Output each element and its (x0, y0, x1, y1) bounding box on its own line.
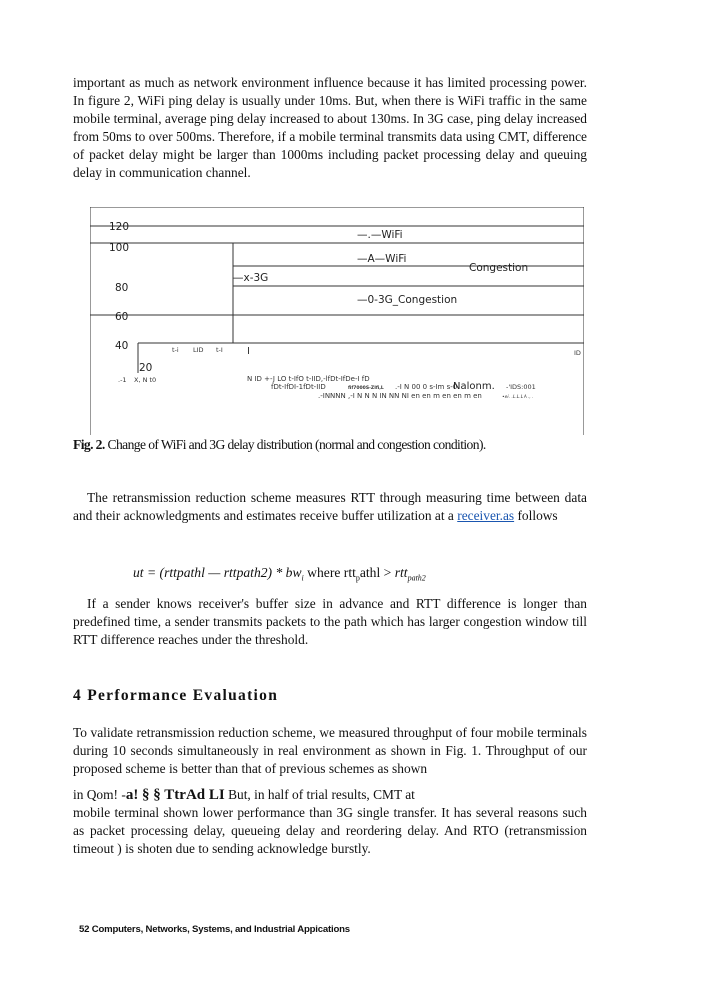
garbled-line-3: fif7000S-ZIfi,L (348, 386, 384, 391)
small-label-c: t-I (216, 346, 223, 354)
y-tick-20: 20 (139, 362, 153, 374)
retrans-paragraph (73, 489, 587, 525)
formula (133, 565, 593, 583)
garbled-line-4: .-I N 00 0 s-Im s-0 (395, 383, 458, 391)
intro-paragraph: important as much as network environment influence because it has limited processing power. In figure 2, WiFi ping delay is usually under 10ms. But, when there is WiFi traffic in the same mobile terminal, average ping delay increased to about 130ms. In 3G case, ping delay increased from 50ms to over 500ms. Therefore, if a mobile terminal transmits data using CMT, difference of packet delay might be larger than 1000ms including packet processing delay and queuing delay in communication channel. (73, 75, 587, 180)
caption-text: Change of WiFi and 3G delay distribution (normal and congestion condition). (107, 437, 486, 452)
garbled-line-8: •ei. .L.L.L (502, 395, 524, 400)
garbled-line-5: Nalonm. (453, 381, 495, 392)
garbled-line-7: .-INNNN ,-I N N N IN NN NI en en m en en m en (318, 392, 482, 400)
garbled-line-6: -'IDS:001 (506, 383, 536, 391)
section-heading: 4 Performance Evaluation (73, 687, 279, 704)
small-label-g: X, N t0 (134, 376, 157, 384)
legend-3g-congestion: —0-3G_Congestion (357, 294, 458, 306)
small-label-b: LID (193, 346, 204, 354)
mixed-part-3: But, in half of trial results, CMT at (224, 787, 415, 802)
y-tick-120: 120 (109, 221, 130, 233)
garbled-line-2: fDt-IfDI-1fDt-IID (271, 383, 326, 391)
eval-paragraph: To validate retransmission reduction scheme, we measured throughput of four mobile terminals during 10 seconds simultaneously in real environment as shown in Fig. 1. Throughput of our proposed scheme is better than that of previous schemes as shown (73, 725, 587, 776)
formula-athl: athl > (359, 565, 395, 580)
receiver-link[interactable]: receiver.as (457, 508, 515, 523)
formula-sub-path2: path2 (407, 573, 426, 583)
delay-chart (90, 207, 584, 435)
small-label-d: I (247, 346, 250, 357)
legend-wifi: —.—WiFi (357, 229, 403, 241)
sender-paragraph: If a sender knows receiver's buffer size in advance and RTT difference is longer than predefined time, a sender transmits packets to the path which has larger congestion window till RTT difference reaches under the threshold. (73, 596, 587, 647)
small-label-a: t-i (172, 346, 179, 354)
legend-3g: —x-3G (233, 272, 269, 284)
page-footer: 52 Computers, Networks, Systems, and Industrial Appications (79, 924, 350, 935)
small-label-f: .-1 (118, 376, 127, 384)
figure-2 (90, 207, 584, 435)
formula-sub-i: i (301, 573, 304, 583)
garbled-line-1: N ID +-J LO t-IfO t-IID,-lfDt-IfDe-I fD (247, 375, 370, 383)
formula-where: where rtt (303, 565, 356, 580)
formula-main: ut = (rttpathl — rttpath2) * bw (133, 565, 302, 580)
formula-rtt: rtt (394, 565, 408, 580)
garbled-line-9: A ., . (524, 394, 534, 399)
y-tick-40: 40 (115, 340, 129, 352)
mixed-line (73, 786, 587, 804)
figure-caption (73, 437, 633, 453)
y-tick-60: 60 (115, 311, 129, 323)
caption-label: Fig. 2. (73, 437, 105, 452)
mixed-part-1: in Qom! - (73, 787, 126, 802)
formula-sub-p: p (355, 573, 360, 583)
final-paragraph: mobile terminal shown lower performance than 3G single transfer. It has several reasons such as packet processing delay, queueing delay and reordering delay. And RTO (retransmission timeout ) is shoten due to sending acknowledge burstly. (73, 805, 587, 856)
legend-wifi-2: —A—WiFi (357, 253, 407, 265)
y-tick-80: 80 (115, 282, 129, 294)
retrans-text: The retransmission reduction scheme measures RTT through measuring time between data and their acknowledgments and estimates receive buffer utilization at a (73, 490, 587, 523)
y-tick-100: 100 (109, 242, 130, 254)
small-label-e: ID (574, 349, 581, 357)
mixed-part-2: a! § § TtrAd LI (125, 787, 225, 803)
retrans-text-end: follows (517, 508, 558, 523)
legend-congestion: Congestion (469, 262, 529, 274)
